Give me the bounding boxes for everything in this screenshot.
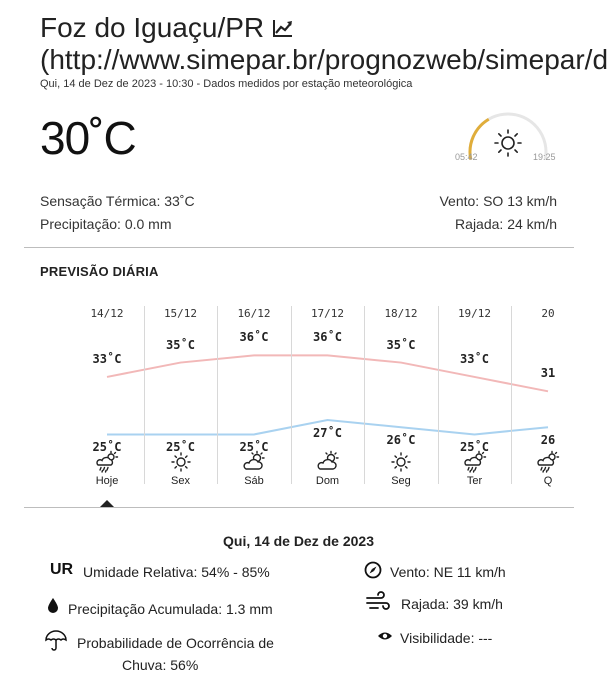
rain-sun-icon [462,451,488,473]
gust-now: Rajada: 24 km/h [455,216,557,232]
divider-bottom [24,507,574,508]
forecast-date: 18/12 [384,307,418,320]
forecast-column-divider [144,306,145,484]
source-url[interactable]: (http://www.simepar.br/prognozweb/simepar/d [40,44,608,75]
rain-sun-icon [535,451,561,473]
daily-forecast-chart[interactable] [40,296,556,506]
umbrella-icon [45,630,67,652]
forecast-min-temp: 25˚C [92,440,122,455]
forecast-day-name: Q [543,475,553,487]
location-title: Foz do Iguaçu/PR [40,12,265,43]
forecast-min-temp: 25˚C [460,440,489,455]
selected-day-title: Qui, 14 de Dez de 2023 [223,533,374,549]
forecast-day-name: Sex [171,475,190,487]
divider-top [24,247,574,248]
forecast-max-temp: 36˚C [313,330,342,345]
humidity: Umidade Relativa: 54% - 85% [83,564,270,580]
daily-forecast-title: PREVISÃO DIÁRIA [40,264,159,279]
sunrise-time: 05:42 [455,152,478,162]
gust-forecast: Rajada: 39 km/h [401,596,503,612]
wind-icon [366,593,392,611]
ur-badge: UR [50,561,74,578]
forecast-date: 15/12 [163,307,198,320]
wind-now: Vento: SO 13 km/h [439,193,557,209]
forecast-day-name: Hoje [95,475,119,487]
sunset-time: 19:25 [533,152,556,162]
forecast-min-temp: 25˚C [239,440,269,455]
forecast-column-divider [364,306,365,484]
forecast-max-temp: 35˚C [386,337,416,352]
forecast-date: 17/12 [310,307,345,320]
forecast-date: 14/12 [90,307,124,320]
rain-probability-line2: Chuva: 56% [122,657,199,673]
wind-forecast: Vento: NE 11 km/h [390,564,506,580]
forecast-column-divider [291,306,292,484]
forecast-day-name: Seg [391,475,411,487]
forecast-max-temp: 33˚C [92,351,122,366]
forecast-column-divider [511,306,512,484]
forecast-date: 16/12 [237,307,271,320]
forecast-day-name: Sáb [244,475,264,487]
observation-subtitle: Qui, 14 de Dez de 2023 - 10:30 - Dados medidos por estação meteorológica [40,78,413,90]
forecast-column-divider [438,306,439,484]
sun-cloud-icon [241,451,267,473]
compass-icon [364,561,382,579]
sun-icon [388,451,414,473]
forecast-day-name: Ter [466,475,483,487]
forecast-max-temp: 36˚C [239,330,269,345]
forecast-max-temp: 35˚C [166,337,195,352]
forecast-min-temp: 25˚C [166,440,195,455]
forecast-min-temp: 26 [540,433,556,448]
sun-cloud-icon [315,451,341,473]
forecast-max-temp: 33˚C [460,351,489,366]
precip-accumulated: Precipitação Acumulada: 1.3 mm [68,601,273,617]
sun-icon [168,451,194,473]
forecast-column-divider [217,306,218,484]
rain-sun-icon [94,451,120,473]
current-temperature: 30˚C [40,112,136,164]
forecast-date: 19/12 [457,307,492,320]
precipitation-now: Precipitação: 0.0 mm [40,216,172,232]
rain-probability-line1: Probabilidade de Ocorrência de [77,635,274,651]
forecast-day-name: Dom [315,475,340,487]
forecast-date: 20 [541,307,555,320]
visibility: Visibilidade: --- [400,630,493,646]
eye-icon [377,631,393,641]
page-title [40,12,294,44]
forecast-max-temp: 31 [540,366,556,381]
drop-icon [47,597,59,613]
forecast-min-temp: 27˚C [313,426,342,441]
feels-like: Sensação Térmica: 33˚C [40,193,195,209]
sun-icon [495,130,521,156]
chart-line-icon[interactable] [272,18,294,38]
forecast-min-temp: 26˚C [386,433,416,448]
